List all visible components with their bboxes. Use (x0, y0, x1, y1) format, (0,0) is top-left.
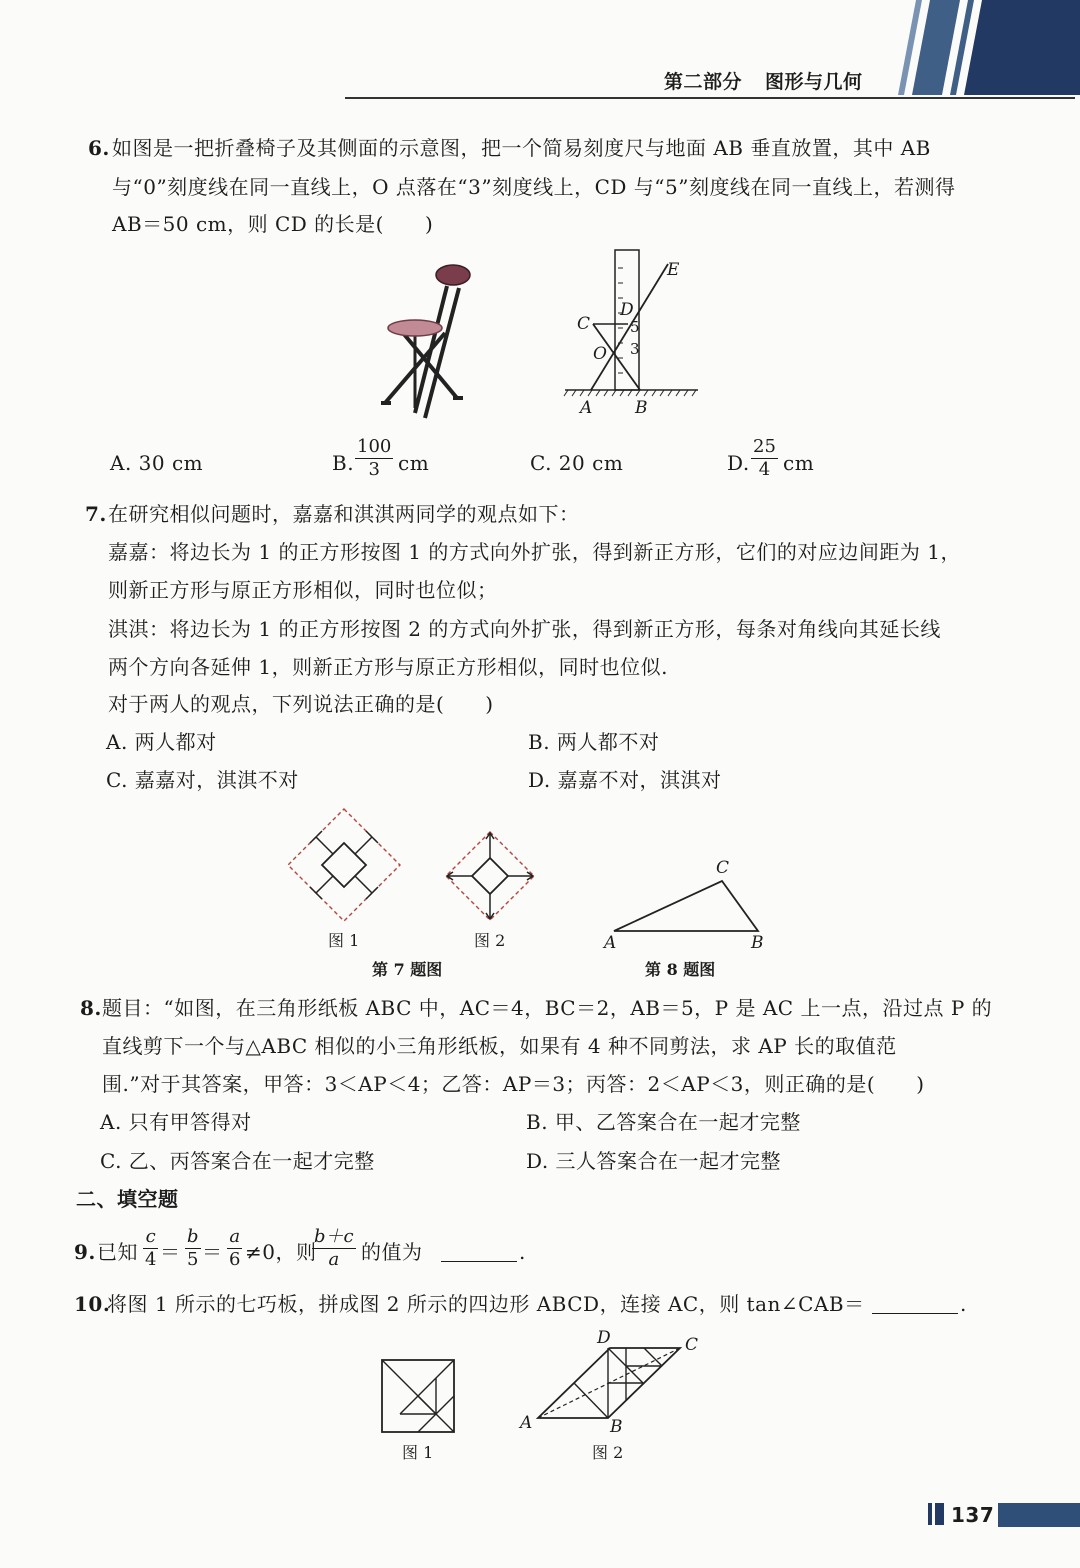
q6-label-B: B (635, 398, 648, 418)
q7-line2: 嘉嘉：将边长为 1 的正方形按图 1 的方式向外扩张，得到新正方形，它们的对应边间距为 1， (108, 540, 961, 564)
q10-answer-blank[interactable] (872, 1313, 958, 1314)
q7-option-b: B. 两人都不对 (528, 730, 660, 754)
q9-answer-blank[interactable] (441, 1261, 517, 1262)
chair-illustration (375, 258, 485, 423)
q10-label-A: A (520, 1413, 533, 1433)
q8-line1: 题目：“如图，在三角形纸板 ABC 中，AC＝4，BC＝2，AB＝5，P 是 AC 上一点，沿过点 P 的 (102, 996, 993, 1020)
q10-label-C: C (685, 1335, 699, 1355)
q10-label-B: B (610, 1417, 623, 1437)
q7-line6: 对于两人的观点，下列说法正确的是( ) (108, 692, 494, 716)
q6-line3: AB＝50 cm，则 CD 的长是( ) (112, 212, 434, 236)
q7-option-a: A. 两人都对 (106, 730, 217, 754)
q8-label-B: B (751, 933, 764, 953)
footer-band (998, 1503, 1080, 1527)
q8-label-A: A (604, 933, 617, 953)
q8-triangle (610, 875, 770, 935)
q7-line5: 两个方向各延伸 1，则新正方形与原正方形相似，同时也位似. (108, 655, 668, 679)
q9-fraction-c-over-4: c 4 (145, 1226, 157, 1270)
q8-caption: 第 8 题图 (645, 960, 716, 979)
q9-fraction-b-over-5: b 5 (187, 1226, 199, 1270)
q6-option-a: A. 30 cm (110, 451, 204, 475)
q10-figure-1-caption: 图 1 (402, 1443, 434, 1462)
header-section: 第二部分 (664, 71, 743, 93)
q10-tangram-figure-1 (380, 1358, 456, 1434)
page-number-bar-1 (928, 1503, 932, 1525)
q6-option-b-label: B. (332, 451, 355, 475)
q9-fraction-b-plus-c-over-a: b＋c a (314, 1226, 354, 1270)
q8-option-b: B. 甲、乙答案合在一起才完整 (526, 1110, 801, 1134)
q7-figure-2-caption: 图 2 (474, 931, 506, 950)
q10-text: 将图 1 所示的七巧板，拼成图 2 所示的四边形 ABCD，连接 AC，则 tan∠CAB＝ (107, 1292, 865, 1316)
q6-label-O: O (593, 344, 607, 364)
q7-line4: 淇淇：将边长为 1 的正方形按图 2 的方式向外扩张，得到新正方形，每条对角线向其延长线 (108, 617, 941, 641)
q6-line2: 与“0”刻度线在同一直线上，O 点落在“3”刻度线上，CD 与“5”刻度线在同一直线上，若测得 (112, 175, 956, 199)
q9-end: . (519, 1240, 526, 1264)
q10-end: . (960, 1292, 967, 1316)
q7-line3: 则新正方形与原正方形相似，同时也位似； (108, 578, 498, 602)
q7-figure-1-caption: 图 1 (328, 931, 360, 950)
q6-line1: 如图是一把折叠椅子及其侧面的示意图，把一个简易刻度尺与地面 AB 垂直放置，其中 AB (112, 136, 931, 160)
header-title: 图形与几何 (765, 71, 863, 93)
q6-label-3: 3 (630, 340, 640, 358)
header-rule (345, 97, 1075, 99)
q9-fraction-a-over-6: a 6 (229, 1226, 241, 1270)
q9-equals-2: ＝ (202, 1240, 223, 1264)
q8-number: 8. (80, 996, 102, 1020)
q7-figure-1 (286, 807, 402, 923)
q9-not-zero: ≠0，则 (245, 1240, 317, 1264)
q8-option-c: C. 乙、丙答案合在一起才完整 (100, 1149, 375, 1173)
q8-label-C: C (716, 858, 730, 878)
q8-option-a: A. 只有甲答得对 (100, 1110, 252, 1134)
q7-option-d: D. 嘉嘉不对，淇淇对 (528, 768, 722, 792)
q6-option-b-unit: cm (398, 451, 430, 475)
q7-number: 7. (85, 502, 107, 526)
q8-option-d: D. 三人答案合在一起才完整 (526, 1149, 782, 1173)
q6-label-5: 5 (630, 318, 640, 336)
header-stripes (890, 0, 1080, 95)
q10-number: 10. (74, 1292, 111, 1316)
q6-option-d-unit: cm (783, 451, 815, 475)
q9-number: 9. (74, 1240, 96, 1264)
section-heading-fill-in: 二、填空题 (76, 1187, 179, 1211)
q6-label-D: D (620, 300, 634, 320)
q9-suffix: 的值为 (361, 1240, 423, 1264)
q6-option-b-fraction: 100 3 (357, 436, 392, 480)
q7-option-c: C. 嘉嘉对，淇淇不对 (106, 768, 299, 792)
q6-option-d-label: D. (727, 451, 750, 475)
q9-equals-1: ＝ (160, 1240, 181, 1264)
q7-figure-2 (444, 830, 536, 922)
q10-figure-2-caption: 图 2 (592, 1443, 624, 1462)
q6-label-C: C (577, 314, 591, 334)
q6-option-d-fraction: 25 4 (753, 436, 776, 480)
q9-prefix: 已知 (97, 1240, 138, 1264)
q7-caption: 第 7 题图 (372, 960, 443, 979)
q8-line3: 围.”对于其答案，甲答：3＜AP＜4；乙答：AP＝3；丙答：2＜AP＜3，则正确的是( ) (102, 1072, 925, 1096)
q7-line1: 在研究相似问题时，嘉嘉和淇淇两同学的观点如下： (108, 502, 580, 526)
q10-quadrilateral-figure-2 (530, 1340, 690, 1425)
q6-label-E: E (667, 260, 680, 280)
page-number: 137 (951, 1503, 995, 1527)
page-number-bar-2 (935, 1503, 944, 1525)
q8-line2: 直线剪下一个与△ABC 相似的小三角形纸板，如果有 4 种不同剪法，求 AP 长的取值范 (102, 1034, 897, 1058)
q6-option-c: C. 20 cm (530, 451, 624, 475)
q10-label-D: D (597, 1328, 611, 1348)
q6-label-A: A (580, 398, 593, 418)
q6-number: 6. (88, 136, 110, 160)
